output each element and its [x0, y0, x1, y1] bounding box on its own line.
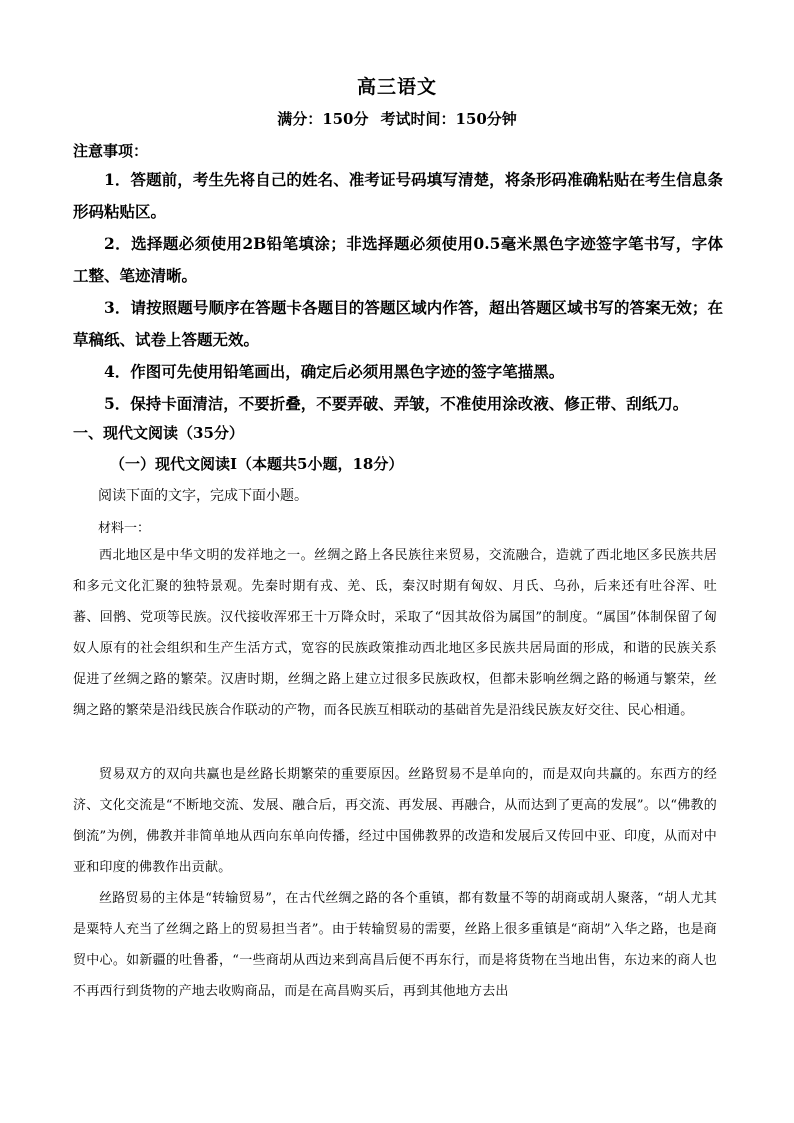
- reading-instruction: 阅读下面的文字，完成下面小题。: [98, 488, 308, 504]
- notice-item: 2．选择题必须使用2B铅笔填涂；非选择题必须使用0.5毫米黑色字迹签字笔书写，字体工整、笔迹清晰。: [73, 234, 723, 285]
- notice-item: 5．保持卡面清洁，不要折叠，不要弄破、弄皱，不准使用涂改液、修正带、刮纸刀。: [104, 394, 689, 413]
- exam-title: 高三语文: [356, 76, 437, 98]
- exam-info: [0, 108, 794, 129]
- material-label: 材料一：: [98, 521, 151, 536]
- material-paragraph: 西北地区是中华文明的发祥地之一。丝绸之路上各民族往来贸易，交流融合，造就了西北地区多民族共居和多元文化汇聚的独特景观。先秦时期有戎、羌、氐，秦汉时期有匈奴、月氏、乌孙，后来还有吐谷浑、吐蕃、回鹘、党项等民族。汉代接收浑邪王十万降众时，采取了“因其故俗为属国”的制度。“属国”体制保留了匈奴人原有的社会组织和生产生活方式，宽容的民族政策推动西北地区多民族共居局面的形成，和谐的民族关系促进了丝绸之路的繁荣。汉唐时期，丝绸之路上建立过很多民族政权，但都未影响丝绸之路的畅通与繁荣，丝绸之路的繁荣是沿线民族合作联动的产物，而各民族互相联动的基础首先是沿线民族友好交往、民心相通。: [73, 548, 717, 718]
- full-score: 满分：150分: [277, 110, 369, 128]
- notice-item: 1．答题前，考生先将自己的姓名、准考证号码填写清楚，将条形码准确粘贴在考生信息条形码粘贴区。: [73, 170, 723, 221]
- material-paragraph: 贸易双方的双向共赢也是丝路长期繁荣的重要原因。丝路贸易不是单向的，而是双向共赢的。东西方的经济、文化交流是“不断地交流、发展、融合后，再交流、再发展、再融合，从而达到了更高的发展”。以“佛教的倒流”为例，佛教并非简单地从西向东单向传播，经过中国佛教界的改造和发展后又传回中亚、印度，从而对中亚和印度的佛教作出贡献。: [73, 767, 717, 875]
- section-heading: 一、现代文阅读（35分）: [73, 424, 244, 442]
- notice-heading: 注意事项：: [73, 142, 149, 160]
- notice-item: 4．作图可先使用铅笔画出，确定后必须用黑色字迹的签字笔描黑。: [104, 362, 565, 381]
- notice-item: 3．请按照题号顺序在答题卡各题目的答题区域内作答，超出答题区域书写的答案无效；在草稿纸、试卷上答题无效。: [73, 298, 723, 349]
- subsection-heading: （一）现代文阅读Ⅰ（本题共5小题，18分）: [110, 455, 404, 473]
- material-paragraph: 丝路贸易的主体是“转输贸易”，在古代丝绸之路的各个重镇，都有数量不等的胡商或胡人聚落，“胡人尤其是粟特人充当了丝绸之路上的贸易担当者”。由于转输贸易的需要，丝路上很多重镇是“商胡”入华之路，也是商贸中心。如新疆的吐鲁番，“一些商胡从西边来到高昌后便不再东行，而是将货物在当地出售，东边来的商人也不再西行到货物的产地去收购商品，而是在高昌购买后，再到其他地方去出: [73, 891, 717, 999]
- exam-time: 考试时间：150分钟: [380, 110, 517, 128]
